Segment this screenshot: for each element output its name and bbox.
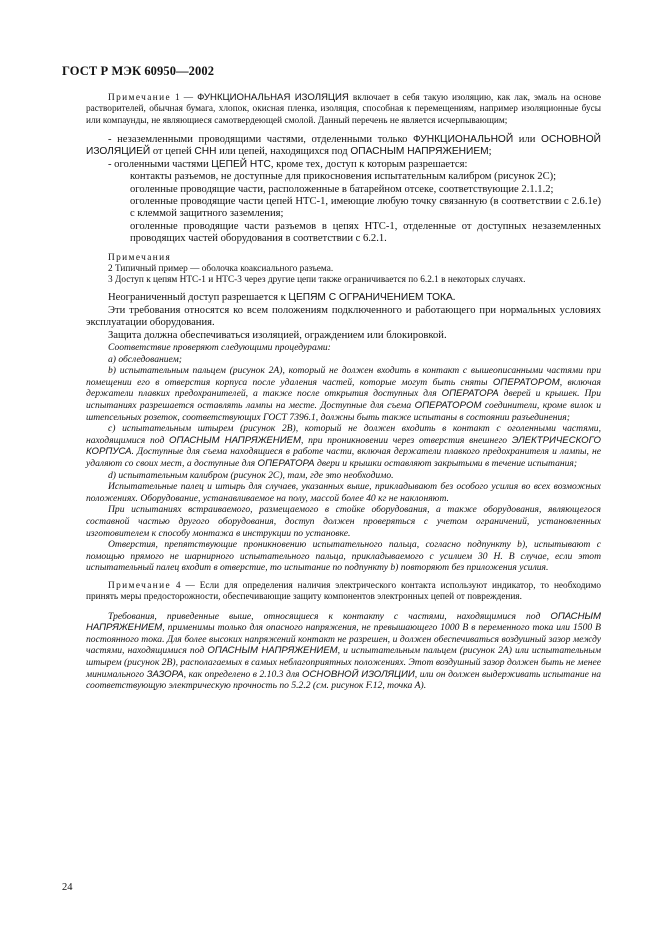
check-item-c: с) испытательным штырем (рисунок 2В), который не должен входить в контакт с оголенными частями, находящимися под ОПАСНЫМ НАПРЯЖЕНИЕМ, при проникновении через отверстия внешнего ЭЛЕКТРИЧЕСКОГО КОРПУСА. Доступные для съема находящиеся в работе части, включая держатели плавкого предохранителя и лампы, не удаляют со своих мест, а доступные для ОПЕРАТОРА двери и крышки оставляют закрытыми в течение испытания; xyxy=(86,423,601,469)
page-content xyxy=(86,92,601,692)
note-3: 3 Доступ к цепям НТС-1 и НТС-3 через другие цепи также ограничивается по 6.2.1 в некоторых случаях. xyxy=(108,275,526,286)
hazardous-voltage-paragraph: Требования, приведенные выше, относящиеся к контакту с частями, находящимися под ОПАСНЫМ НАПРЯЖЕНИЕМ, применимы только для опасного напряжения, не превышающего 1000 В в переменного тока или 1500 В постоянного тока. Для более высоких напряжений контакт не разрешен, и должен обеспечиваться воздушный зазор между частями, находящимися под ОПАСНЫМ НАПРЯЖЕНИЕМ, и испытательным пальцем (рисунок 2А) или испытательным штырем (рисунок 2В), располагаемых в самых неблагоприятных положениях. Этот воздушный зазор должен быть не менее минимального ЗАЗОРА, как определено в 2.10.3 для ОСНОВНОЙ ИЗОЛЯЦИИ, или он должен выдерживать испытание на соответствующую электрическую прочность по 5.2.2 (см. рисунок F.12, точка А). xyxy=(86,610,601,692)
list-item-ungrounded-parts: - незаземленными проводящими частями, отделенными только ФУНКЦИОНАЛЬНОЙ или ОСНОВНОЙ ИЗОЛЯЦИЕЙ от цепей СНН или цепей, находящихся под ОПАСНЫМ НАПРЯЖЕНИЕМ; xyxy=(86,133,601,158)
requirements-paragraph: Эти требования относятся ко всем положениям подключенного и работающего при нормальных условиях эксплуатации оборудования. xyxy=(86,304,601,329)
note-4: Примечание 4 — Если для определения наличия электрического контакта используют индикатор, то необходимо принять меры предосторожности, обеспечивающие защиту компонентов электронных цепей от повреждения. xyxy=(86,580,601,603)
check-item-d: d) испытательным калибром (рисунок 2С), там, где это необходимо. xyxy=(108,469,394,481)
sub-item-connector-contacts: контакты разъемов, не доступные для прикосновения испытательным калибром (рисунок 2С); xyxy=(130,171,557,183)
compliance-intro: Соответствие проверяют следующими процедурами: xyxy=(108,342,331,354)
notes-title: Примечания xyxy=(108,252,172,263)
protection-paragraph: Защита должна обеспечиваться изоляцией, ограждением или блокировкой. xyxy=(108,329,447,341)
term-functional-insulation: ФУНКЦИОНАЛЬНАЯ ИЗОЛЯЦИЯ xyxy=(197,92,349,103)
openings-paragraph: Отверстия, препятствующие проникновению испытательного пальца, согласно подпункту b), испытывают с помощью прямого не шарнирного испытательного пальца, прикладываемого с усилием 30 Н. В случае, если этот испытательный палец входит в отверстие, то испытание по подпункту b) повторяют без приложения усилия. xyxy=(86,539,601,574)
list-item-bare-parts-tnv: - оголенными частями ЦЕПЕЙ НТС, кроме тех, доступ к которым разрешается: xyxy=(108,158,468,170)
note-2: 2 Типичный пример — оболочка коаксиального разъема. xyxy=(108,263,334,274)
page-number: 24 xyxy=(62,882,73,893)
built-in-equipment-paragraph: При испытаниях встраиваемого, размещаемого в стойке оборудования, а также оборудования, являющегося составной частью другого оборудования, доступ должен проверяться с учетом ограничений, установленных изготовителем к способу монтажа в инструкции по установке. xyxy=(86,504,601,539)
document-header: ГОСТ Р МЭК 60950—2002 xyxy=(62,64,215,78)
sub-item-tnv1-connectors: оголенные проводящие части разъемов в цепях НТС-1, отделенные от доступных незаземленных проводящих частей оборудования в соответствии с 6.2.1. xyxy=(130,220,601,245)
note-1 xyxy=(86,92,601,127)
sub-item-battery-compartment: оголенные проводящие части, расположенные в батарейном отсеке, соответствующие 2.1.1.2; xyxy=(130,183,554,195)
sub-item-tnv1-earthed: оголенные проводящие части цепей НТС-1, имеющие любую точку связанную (в соответствии с 2.6.1е) с клеммой защитного заземления; xyxy=(130,195,601,220)
check-item-a: а) обследованием; xyxy=(108,353,182,365)
note-1-text: включает в себя такую изоляцию, как лак, эмаль на основе растворителей, обычная бумага, хлопок, окисная пленка, изоляция, способная к перемещениям, например изоляционные бусы или компаунды, не являющиеся самотвердеющей смолой. Данный перечень не является исчерпывающим; xyxy=(86,93,602,126)
note-1-label: Примечание xyxy=(108,93,171,103)
test-finger-paragraph: Испытательные палец и штырь для случаев, указанных выше, прикладывают без особого усилия во всех возможных положениях. Оборудование, устанавливаемое на полу, массой более 40 кг не наклоняют. xyxy=(86,481,601,504)
unlimited-access-paragraph: Неограниченный доступ разрешается к ЦЕПЯМ С ОГРАНИЧЕНИЕМ ТОКА. xyxy=(108,292,456,304)
note-1-num: 1 — xyxy=(171,93,198,103)
check-item-b: b) испытательным пальцем (рисунок 2А), который не должен входить в контакт с вышеописанными частями при помещении его в отверстия корпуса после удаления частей, которые могут быть сняты ОПЕРАТОРОМ, включая держатели плавких предохранителей, а также после открытия доступных для ОПЕРАТОРА дверей и крышек. При испытаниях разрешается оставлять лампы на месте. Доступные для съема ОПЕРАТОРОМ соединители, кроме вилок и штепсельных розеток, соответствующих ГОСТ 7396.1, должны быть также испытаны в состоянии разъединения; xyxy=(86,365,602,423)
